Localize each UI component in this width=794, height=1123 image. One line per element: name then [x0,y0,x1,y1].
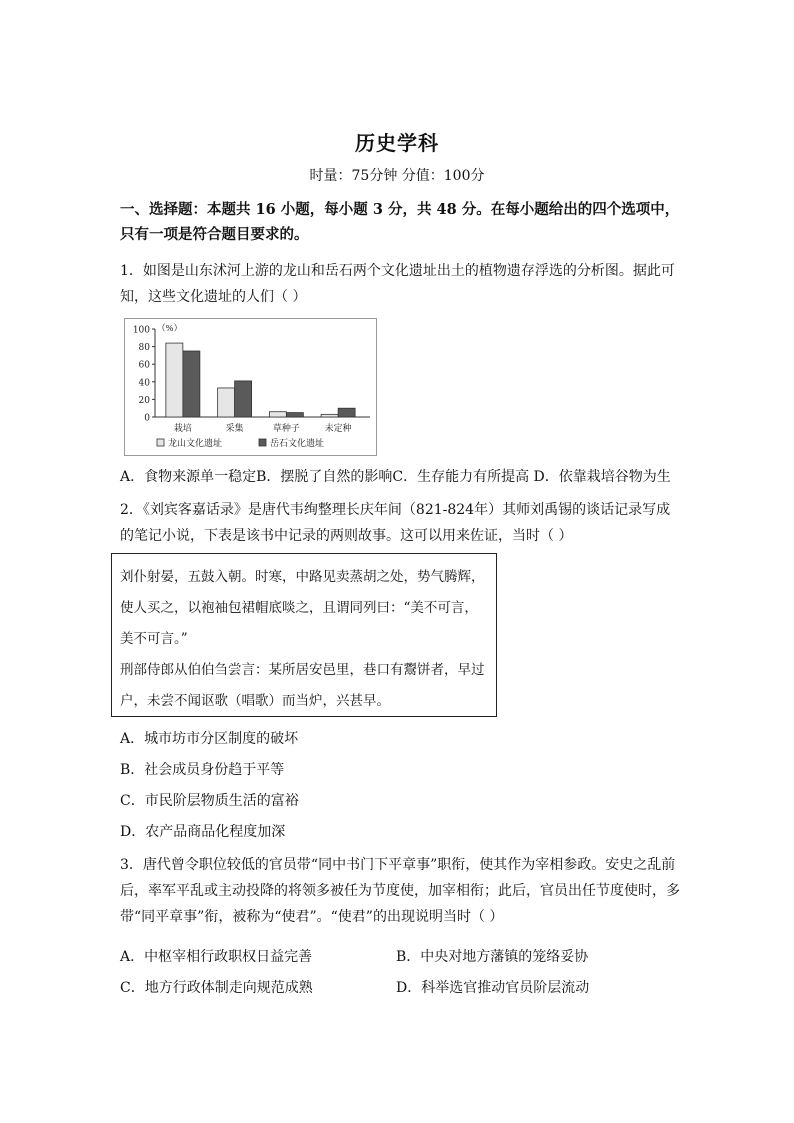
bar-yueshi [286,413,303,417]
question-2-option-b: B．社会成员身份趋于平等 [120,762,285,778]
question-3-stem: 3．唐代曾令职位较低的官员带“同中书门下平章事”职衔，使其作为宰相参政。安史之乱前后，率军平乱或主动投降的将领多被任为节度使，加宰相衔；此后，官员出任节度使时，多带“同平章事”衔，被称为“使君”。“使君”的出现说明当时（ ） [120,857,680,925]
quote-paragraph-2: 刑部侍郎从伯伯刍尝言：某所居安邑里，巷口有鬻饼者，早过户，未尝不闻讴歌（唱歌）而当炉，兴甚早。 [120,662,485,709]
page-title: 历史学科 [355,131,439,155]
y-unit-label: （%） [157,324,183,334]
y-tick-label: 40 [138,378,150,389]
section-heading: 一、选择题：本题共 16 小题，每小题 3 分，共 48 分。在每小题给出的四个选项中，只有一项是符合题目要求的。 [120,201,680,243]
story-quote-box [111,553,497,717]
question-1-options: A．食物来源单一稳定B．摆脱了自然的影响C．生存能力有所提高 D．依靠栽培谷物为生 [120,469,671,485]
legend-label: 龙山文化遗址 [168,439,223,449]
question-3-option-c: C．地方行政体制走向规范成熟 [120,980,313,996]
bar-yueshi [338,408,355,417]
legend-label: 岳石文化遗址 [270,439,325,449]
legend-swatch [259,439,266,446]
question-2-option-c: C．市民阶层物质生活的富裕 [120,793,299,809]
question-3-option-b: B．中央对地方藩镇的笼络妥协 [396,949,589,965]
exam-info: 时量：75分钟 分值：100分 [309,168,485,184]
quote-paragraph-1: 刘仆射晏，五鼓入朝。时寒，中路见卖蒸胡之处，势气腾辉，使人买之，以袍袖包裙帽底啖之，且谓同列曰：“美不可言，美不可言。” [120,569,485,647]
bar-longshan [321,414,338,417]
category-label: 栽培 [173,424,192,434]
y-tick-label: 80 [138,343,150,354]
legend-swatch [157,439,164,446]
question-2-option-d: D．农产品商品化程度加深 [120,824,286,840]
category-label: 草种子 [272,424,300,434]
y-tick-label: 0 [144,413,150,424]
category-label: 采集 [225,424,244,434]
y-tick-label: 20 [138,395,150,406]
question-2-option-a: A．城市坊市分区制度的破坏 [120,731,299,747]
y-tick-label: 60 [138,360,150,371]
bar-yueshi [235,381,252,417]
bar-longshan [166,343,183,417]
bar-longshan [269,412,286,417]
question-2-stem: 2．《刘宾客嘉话录》是唐代韦绚整理长庆年间（821-824年）其师刘禹锡的谈话记录写成的笔记小说，下表是该书中记录的两则故事。这可以用来佐证，当时（ ） [120,502,671,544]
category-label: 未定种 [324,424,352,434]
bar-longshan [218,388,235,417]
question-3-option-a: A．中枢宰相行政职权日益完善 [120,949,313,965]
y-tick-label: 100 [132,325,150,336]
question-3-option-d: D．科举选官推动官员阶层流动 [396,980,590,996]
bar-yueshi [183,351,200,417]
plant-remains-chart [124,318,377,456]
bar-chart-svg [125,319,376,455]
question-1-stem: 1．如图是山东沭河上游的龙山和岳石两个文化遗址出土的植物遗存浮选的分析图。据此可知，这些文化遗址的人们（ ） [120,263,675,305]
